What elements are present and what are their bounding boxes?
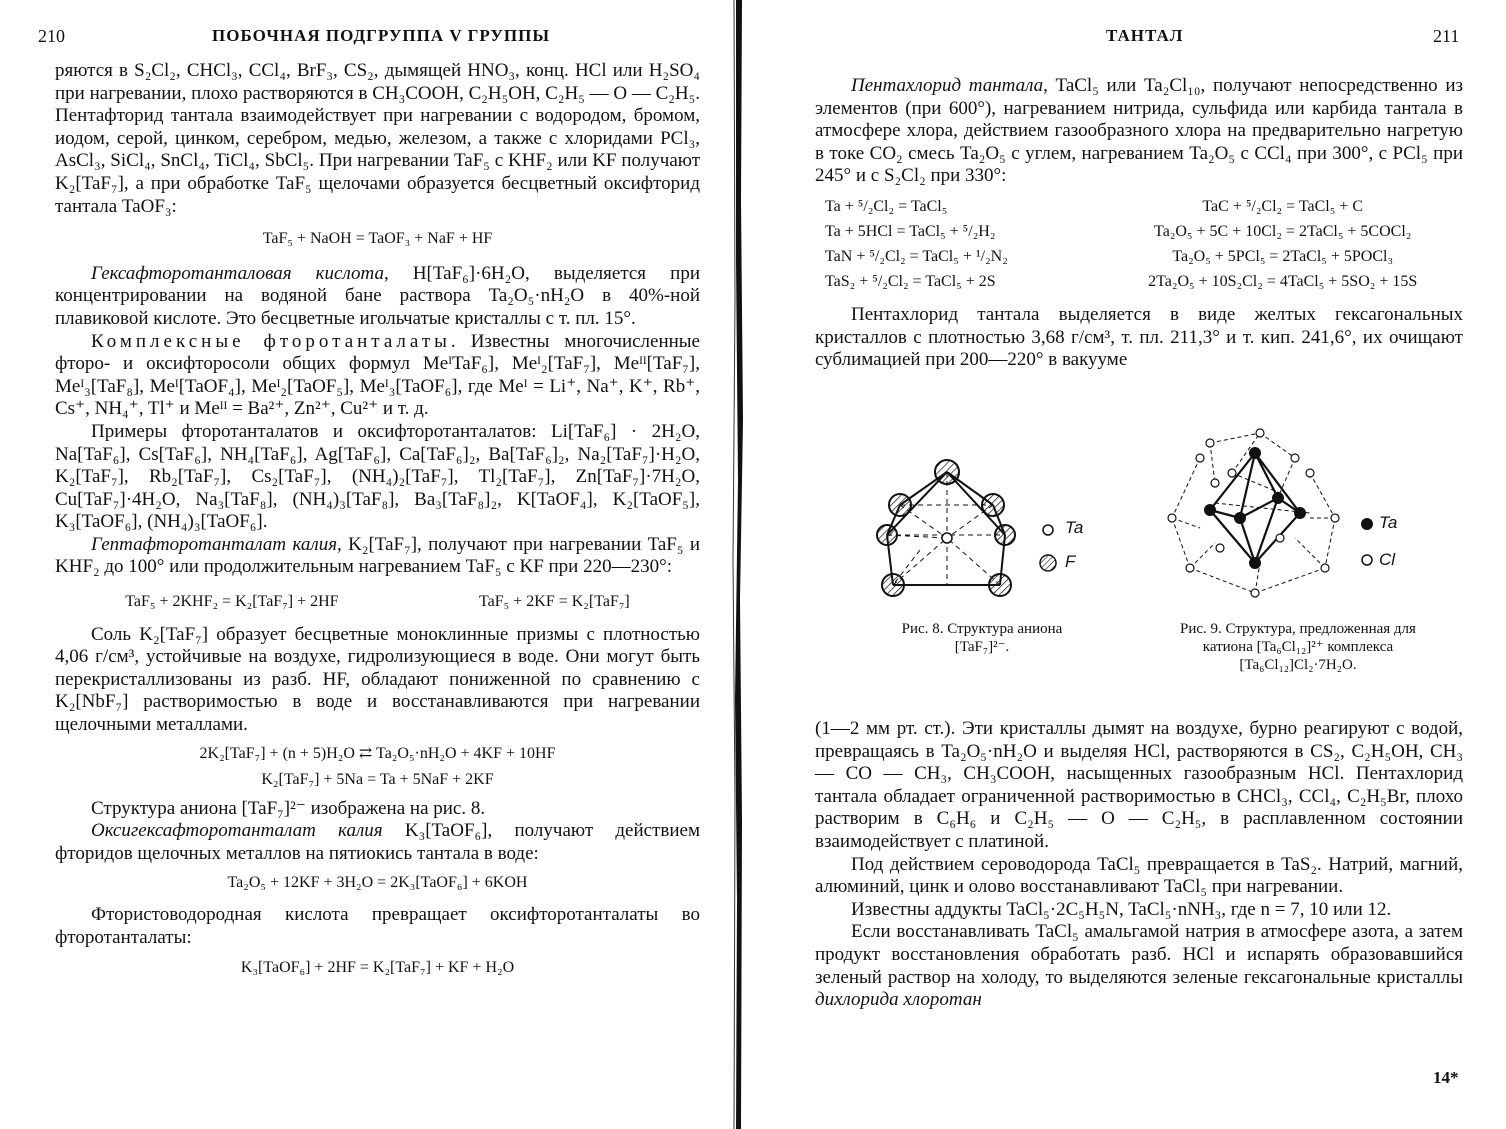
- figure-8-caption: Рис. 8. Структура аниона [TaF₇]²⁻.: [901, 621, 1063, 655]
- figure-8-structure: [875, 450, 1055, 610]
- term: Оксигексафторотанталат калия: [91, 820, 383, 842]
- legend-f-fig8: F: [1065, 552, 1076, 571]
- equation: TaF₅ + NaOH = TaOF₃ + NaF + HF: [262, 230, 493, 248]
- legend-cl-fig9: Cl: [1379, 550, 1396, 569]
- equation-grid: [815, 194, 1463, 294]
- right-body-top: [815, 75, 1463, 372]
- running-head-right: ТАНТАЛ: [1106, 26, 1184, 45]
- spaced-term: Комплексные фторотанталаты: [91, 330, 451, 352]
- equation: TaC + ⁵/₂Cl₂ = TaCl₅ + C: [1202, 197, 1363, 215]
- term: Пентахлорид тантала: [851, 75, 1044, 96]
- equation: 2K₂[TaF₇] + (n + 5)H₂O ⇄ Ta₂O₅·nH₂O + 4KF + 10HF: [199, 744, 556, 762]
- paragraph: [55, 263, 700, 331]
- paragraph: [55, 331, 700, 421]
- equation: Ta + 5HCl = TaCl₅ + ⁵/₂H₂: [825, 222, 996, 240]
- paragraph: [55, 534, 700, 579]
- legend-symbols-fig8: [1038, 520, 1058, 580]
- term: дихлорида хлоротан: [815, 989, 982, 1011]
- equation: Ta + ⁵/₂Cl₂ = TaCl₅: [825, 197, 948, 215]
- signature-mark: 14*: [1433, 1068, 1459, 1087]
- paragraph: [55, 820, 700, 865]
- paragraph: Под действием сероводорода TaCl₅ превращается в TaS₂. Натрий, магний, алюминий, цинк и олово восстанавливают TaCl₅ при нагревании.: [815, 853, 1463, 898]
- equation: TaF₅ + 2KF = K₂[TaF₇]: [479, 593, 630, 611]
- equation: Ta₂O₅ + 5PCl₅ = 2TaCl₅ + 5POCl₃: [1172, 247, 1394, 265]
- figure-9-caption: Рис. 9. Структура, предложенная для катиона [Ta₆Cl₁₂]²⁺ комплекса [Ta₆Cl₁₂]Cl₂·7H₂O.: [1180, 621, 1416, 673]
- paragraph-text: , H[TaF₆]·6H₂O, выделяется при концентрировании на водяной бане раствора Ta₂O₅·nH₂O в 40%-ной плавиковой кислоте. Это бесцветные игольчатые кристаллы с т. пл. 15°.: [55, 262, 700, 329]
- paragraph-text: , K₂[TaF₇], получают при нагревании TaF₅ и KHF₂ до 100° или продолжительным нагреванием TaF₅ с KF при 220—230°:: [55, 533, 700, 578]
- paragraph: (1—2 мм рт. ст.). Эти кристаллы дымят на воздухе, бурно реагируют с водой, превращаясь в Ta₂O₅·nH₂O и выделяя HCl, растворяются в CS₂, C₂H₅OH, CH₃ — CO — CH₃, CH₃COOH, насыщенных газообразным HCl. Пентахлорид тантала обладает ограниченной растворимостью в CHCl₃, CCl₄, C₂H₅Br, плохо растворим в C₆H₆ и C₂H₅ — O — C₂H₅, в расплавленном состоянии взаимодействует с платиной.: [815, 718, 1463, 852]
- equation: K₃[TaOF₆] + 2HF = K₂[TaF₇] + KF + H₂O: [240, 959, 515, 977]
- equation-row: [55, 591, 700, 614]
- equation: 2Ta₂O₅ + 10S₂Cl₂ = 4TaCl₅ + 5SO₂ + 15S: [1148, 272, 1418, 290]
- equation: K₂[TaF₇] + 5Na = Ta + 5NaF + 2KF: [261, 771, 494, 789]
- paragraph: Примеры фторотанталатов и оксифторотанталатов: Li[TaF₆] · 2H₂O, Na[TaF₆], Cs[TaF₆], NH₄[TaF₆], Ag[TaF₆], Ca[TaF₆]₂, Ba[TaF₆]₂, Na₂[TaF₇]·H₂O, K₂[TaF₇], Rb₂[TaF₇], Cs₂[TaF₇], (NH₄)₂[TaF₇], Tl₂[TaF₇], Zn[TaF₇]·7H₂O, Cu[TaF₇]·4H₂O, Na₃[TaF₈], (NH₄)₃[TaF₈], Ba₃[TaF₈]₂, K[TaOF₄], K₂[TaOF₅], K₃[TaOF₆], (NH₄)₃[TaOF₆].: [55, 420, 700, 533]
- paragraph: Фтористоводородная кислота превращает оксифторотанталаты во фторотанталаты:: [55, 904, 700, 948]
- equation: TaS₂ + ⁵/₂Cl₂ = TaCl₅ + 2S: [825, 272, 996, 290]
- page-number-right: 211: [1433, 26, 1460, 46]
- paragraph-text: . Известны многочисленные фторо- и оксифторосоли общих формул MeᴵTaF₆], Meᴵ₂[TaF₇], Meᴵᴵ[TaF₇], Meᴵ₃[TaF₈], Meᴵ[TaOF₄], Meᴵ₂[TaOF₅], Meᴵ₃[TaOF₆], где Meᴵ = Li⁺, Na⁺, K⁺, Rb⁺, Cs⁺, NH₄⁺, Tl⁺ и Meᴵᴵ = Ba²⁺, Zn²⁺, Cu²⁺ и т. д.: [55, 330, 700, 420]
- paragraph: ряются в S₂Cl₂, CHCl₃, CCl₄, BrF₃, CS₂, дымящей HNO₃, конц. HCl или H₂SO₄ при нагревании, плохо растворяются в CH₃COOH, C₂H₅OH, C₂H₅ — O — C₂H₅. Пентафторид тантала взаимодействует при нагревании с водородом, бромом, иодом, серой, цинком, серебром, медью, железом, а также с хлоридами PCl₃, AsCl₃, SiCl₄, SnCl₄, TiCl₄, SbCl₅. При нагревании TaF₅ с KHF₂ или KF получают K₂[TaF₇], а при обработке TaF₅ щелочами образуется бесцветный оксифторид тантала TaOF₃:: [55, 60, 700, 217]
- right-page: [745, 0, 1506, 1129]
- paragraph-text: , TaCl₅ или Ta₂Cl₁₀, получают непосредственно из элементов (при 600°), нагреванием нитрида, сульфида или карбида тантала в атмосфере хлора, действием газообразного хлора на предварительно нагретую в токе CO₂ смесь Ta₂O₅ с углем, нагреванием Ta₂O₅ с CCl₄ при 300°, с PCl₅ при 245° и с S₂Cl₂ при 330°:: [815, 75, 1463, 187]
- legend-ta-fig8: Ta: [1065, 518, 1084, 537]
- page-number-left: 210: [38, 26, 65, 46]
- term: Гексафторотанталовая кислота: [91, 262, 384, 284]
- paragraph: Известны аддукты TaCl₅·2C₅H₅N, TaCl₅·nNH₃, где n = 7, 10 или 12.: [851, 898, 1392, 920]
- equation: TaN + ⁵/₂Cl₂ = TaCl₅ + ¹/₂N₂: [825, 247, 1008, 265]
- paragraph: [815, 75, 1463, 188]
- paragraph-text: K₃[TaOF₆], получают действием фторидов щелочных металлов на пятиокись тантала в воде:: [55, 820, 700, 864]
- left-page: [0, 0, 730, 1129]
- paragraph: Соль K₂[TaF₇] образует бесцветные моноклинные призмы с плотностью 4,06 г/см³, устойчивые на воздухе, гидролизующиеся в воде. Они могут быть перекристаллизованы из разб. HF, обладают пониженной по сравнению с K₂[NbF₇] растворимостью в воде и восстанавливаются при нагревании щелочными металлами.: [55, 623, 700, 736]
- paragraph: Структура аниона [TaF₇]²⁻ изображена на рис. 8.: [91, 797, 486, 819]
- equation: Ta₂O₅ + 12KF + 3H₂O = 2K₃[TaOF₆] + 6KOH: [227, 873, 528, 891]
- left-body: [55, 60, 700, 980]
- paragraph-text: Если восстанавливать TaCl₅ амальгамой натрия в атмосфере азота, а затем продукт восстановления обработать разб. HCl и испарять образовавшийся зеленый раствор на холоду, то выделяются зеленые гексагональные кристаллы: [815, 921, 1463, 988]
- term: Гептафторотанталат калия: [91, 533, 338, 555]
- equation: TaF₅ + 2KHF₂ = K₂[TaF₇] + 2HF: [125, 593, 339, 611]
- legend-ta-fig9: Ta: [1379, 513, 1398, 532]
- paragraph: [815, 921, 1463, 1011]
- equation: Ta₂O₅ + 5C + 10Cl₂ = 2TaCl₅ + 5COCl₂: [1154, 222, 1412, 240]
- legend-symbols-fig9: [1357, 514, 1377, 574]
- paragraph: Пентахлорид тантала выделяется в виде желтых гексагональных кристаллов с плотностью 3,68 г/см³, т. пл. 211,3° и т. кип. 241,6°, их очищают сублимацией при 200—220° в вакууме: [815, 303, 1463, 371]
- running-head-left: ПОБОЧНАЯ ПОДГРУППА V ГРУППЫ: [212, 26, 551, 45]
- right-body-bottom: [815, 718, 1463, 1012]
- figure-9-structure: [1160, 418, 1350, 603]
